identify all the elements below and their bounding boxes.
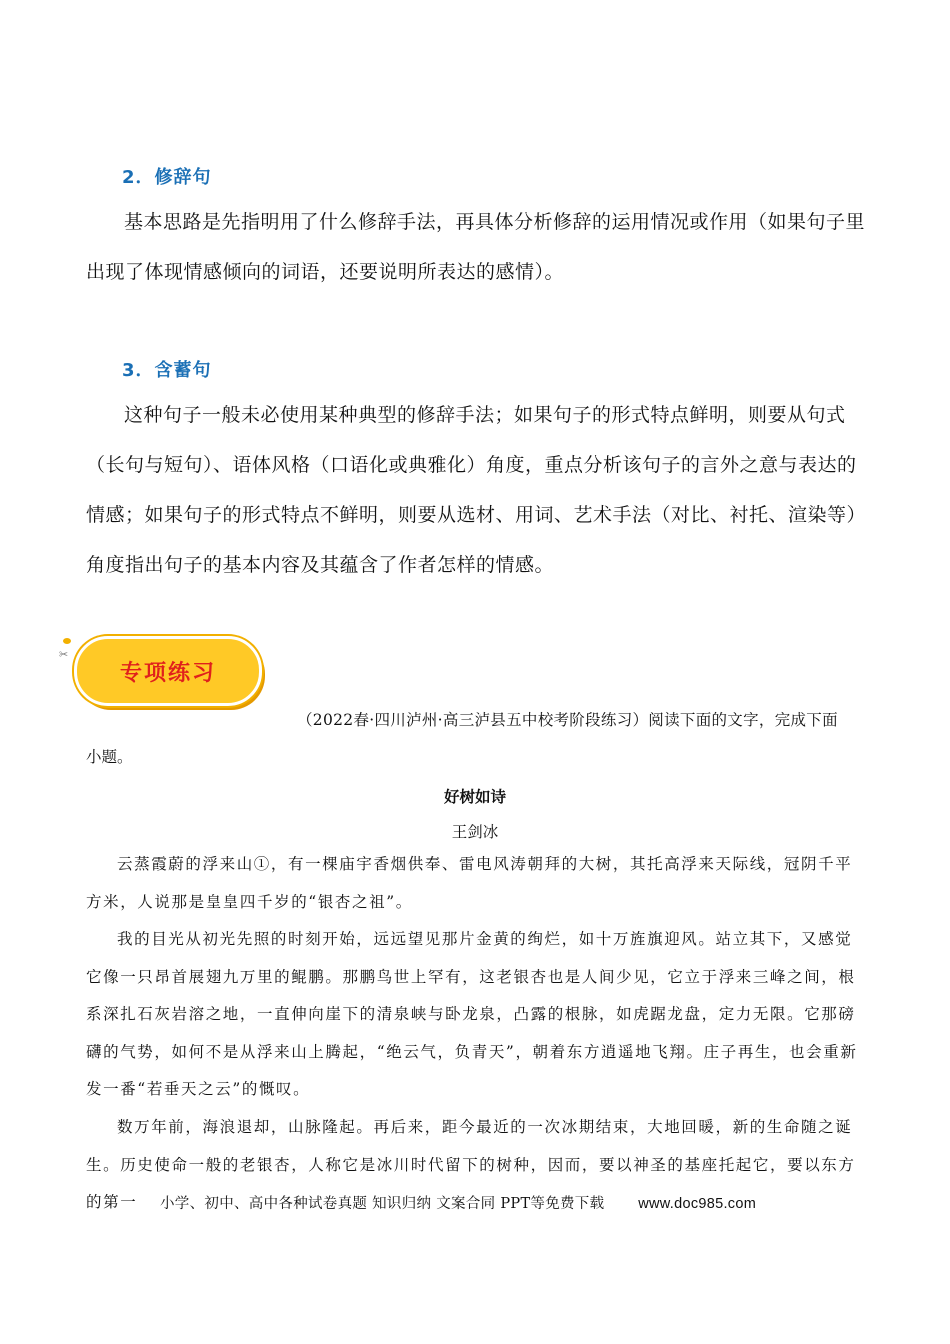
source-line: （2022春·四川泸州·高三泸县五中校考阶段练习）阅读下面的文字，完成下面 (297, 711, 838, 729)
source-line-continued: 小题。 (86, 748, 133, 766)
section-2-heading: 2．修辞句 (122, 167, 212, 188)
section-2-text: 基本思路是先指明用了什么修辞手法，再具体分析修辞的运用情况或作用（如果句子里出现了体现情感倾向的词语，还要说明所表达的感情）。 (86, 211, 866, 283)
section-3-heading: 3．含蓄句 (122, 360, 212, 381)
badge-bubble (74, 636, 262, 706)
footer (160, 1192, 756, 1213)
article-author: 王剑冰 (451, 823, 499, 841)
article-paragraph-3: 数万年前，海浪退却，山脉隆起。再后来，距今最近的一次冰期结束，大地回暖，新的生命随之诞生。历史使命一般的老银杏，人称它是冰川时代留下的树种，因而，要以神圣的基座托起它，要以东方的第一 (86, 1118, 856, 1211)
footer-text: 小学、初中、高中各种试卷真题 知识归纳 文案合同 PPT等免费下载 (160, 1196, 605, 1212)
article-title: 好树如诗 (443, 787, 506, 806)
section-3-text: 这种句子一般未必使用某种典型的修辞手法；如果句子的形式特点鲜明，则要从句式（长句与短句）、语体风格（口语化或典雅化）角度，重点分析该句子的言外之意与表达的情感；如果句子的形式特点不鲜明，则要从选材、用词、艺术手法（对比、衬托、渲染等）角度指出句子的基本内容及其蕴含了作者怎样的情感。 (86, 404, 867, 576)
article-paragraph-2: 我的目光从初光先照的时刻开始，远远望见那片金黄的绚烂，如十万旌旗迎风。站立其下，又感觉它像一只昂首展翅九万里的鲲鹏。那鹏鸟世上罕有，这老银杏也是人间少见，它立于浮来三峰之间，根系深扎石灰岩溶之地，一直伸向崖下的清泉峡与卧龙泉，凸露的根脉，如虎踞龙盘，定力无限。它那磅礴的气势，如何不是从浮来山上腾起，“绝云气，负青天”，朝着东方逍遥地飞翔。庄子再生，也会重新发一番“若垂天之云”的慨叹。 (86, 930, 858, 1098)
practice-badge (56, 628, 276, 708)
footer-url[interactable]: www.doc985.com (638, 1196, 757, 1212)
article-paragraph-1: 云蒸霞蔚的浮来山①，有一棵庙宇香烟供奉、雷电风涛朝拜的大树，其托高浮来天际线，冠阴千平方米，人说那是皇皇四千岁的“银杏之祖”。 (86, 855, 853, 911)
scissors-icon: ✂ (59, 648, 69, 661)
badge-label: 专项练习 (119, 660, 216, 686)
badge-dot-decoration (63, 638, 71, 644)
